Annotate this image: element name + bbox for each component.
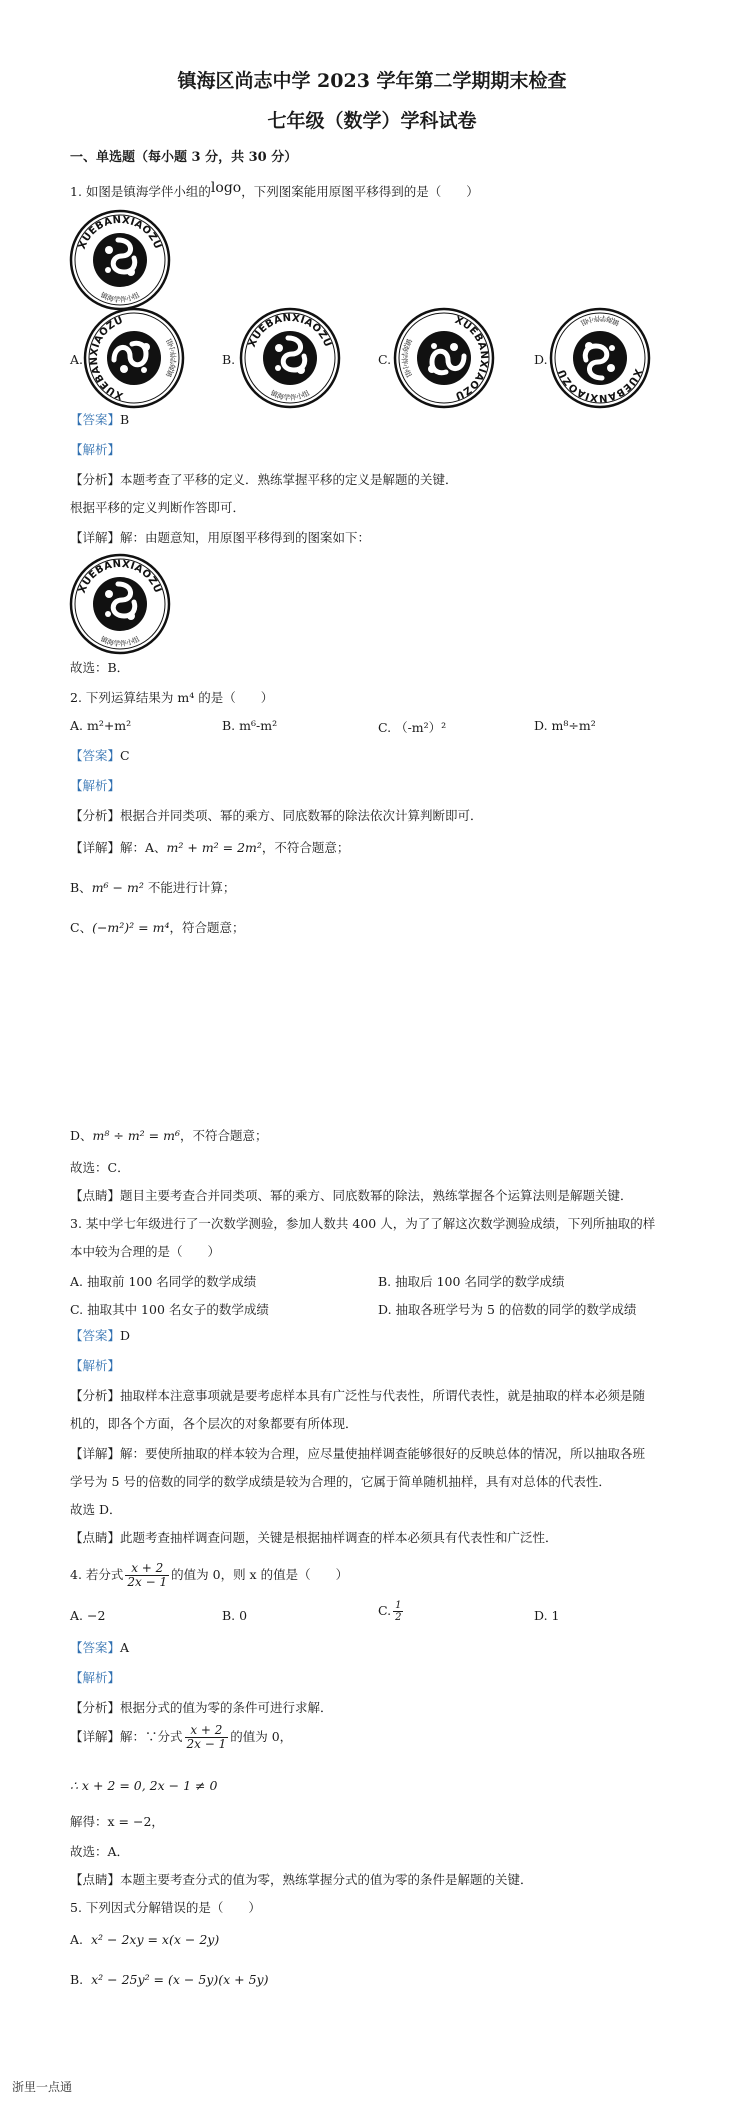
q1-detail-image <box>68 552 172 656</box>
q3-detail-line1: 【详解】解：要使所抽取的样本较为合理，应尽量使抽样调查能够很好的反映总体的情况，所以抽取各班 <box>70 1446 646 1461</box>
q3-option-a: A. 抽取前 100 名同学的数学成绩 <box>70 1274 257 1289</box>
page-footer: 浙里一点通 <box>12 2080 73 2094</box>
q2-stem: 2. 下列运算结果为 m⁴ 的是（ ） <box>70 690 274 705</box>
q1-stem: 1. 如图是镇海学伴小组的logo，下列图案能用原图平移得到的是（ ） <box>70 180 479 199</box>
q3-answer: 【答案】D <box>70 1328 131 1343</box>
q4-condition: ∴ x + 2 = 0, 2x − 1 ≠ 0 <box>70 1778 218 1793</box>
q1-option-b-image <box>238 306 342 410</box>
q3-option-b: B. 抽取后 100 名同学的数学成绩 <box>378 1274 565 1289</box>
q2-option-b: B. m⁶-m² <box>222 718 278 733</box>
section-heading: 一、单选题（每小题 3 分，共 30 分） <box>70 150 298 165</box>
q1-option-b-label: B. <box>222 352 236 367</box>
q2-answer: 【答案】C <box>70 748 130 763</box>
q4-solve: 解得：x = −2， <box>70 1814 164 1829</box>
q4-conclusion: 故选：A． <box>70 1844 130 1859</box>
q4-analysis: 【分析】根据分式的值为零的条件可进行求解． <box>70 1700 333 1715</box>
q4-fraction: $\frac{x + 2}{2x - 1}$ <box>127 1561 168 1589</box>
q1-analysis-line2: 根据平移的定义判断作答即可． <box>70 500 246 515</box>
q3-conclusion: 故选 D． <box>70 1502 122 1517</box>
q4-detail: 【详解】解：∵分式 $\frac{x + 2}{2x - 1}$ 的值为 0， <box>70 1723 293 1751</box>
q4-stem: 4. 若分式 $\frac{x + 2}{2x - 1}$ 的值为 0，则 x 的值是（ ） <box>70 1561 349 1589</box>
q2-option-d: D. m⁸÷m² <box>534 718 596 733</box>
q2-detail-c: C、(−m²)² = m⁴，符合题意； <box>70 920 245 935</box>
q4-remark: 【点睛】本题主要考查分式的值为零，熟练掌握分式的值为零的条件是解题的关键． <box>70 1872 533 1887</box>
q4-option-c: C. $\frac{1}{2}$ <box>378 1600 402 1623</box>
q2-conclusion: 故选：C． <box>70 1160 130 1175</box>
q1-option-c-label: C. <box>378 352 392 367</box>
q3-analysis-label: 【解析】 <box>70 1358 121 1373</box>
q3-analysis-line1: 【分析】抽取样本注意事项就是要考虑样本具有广泛性与代表性，所谓代表性，就是抽取的样本必须是随 <box>70 1388 646 1403</box>
q2-detail-d: D、m⁸ ÷ m² = m⁶，不符合题意； <box>70 1128 268 1143</box>
q4-option-b: B. 0 <box>222 1608 248 1623</box>
q2-detail-a: 【详解】解：A、m² + m² = 2m²，不符合题意； <box>70 840 350 855</box>
q1-analysis: 【分析】本题考查了平移的定义．熟练掌握平移的定义是解题的关键． <box>70 472 458 487</box>
exam-title: 镇海区尚志中学 2023 学年第二学期期末检查 <box>177 70 567 92</box>
q1-option-d-image <box>548 306 652 410</box>
q1-option-d-label: D. <box>534 352 548 367</box>
q3-remark: 【点睛】此题考查抽样调查问题，关键是根据抽样调查的样本必须具有代表性和广泛性． <box>70 1530 558 1545</box>
q1-detail: 【详解】解：由题意知，用原图平移得到的图案如下： <box>70 530 371 545</box>
exam-subtitle: 七年级（数学）学科试卷 <box>267 110 477 132</box>
q3-detail-line2: 学号为 5 号的倍数的同学的数学成绩是较为合理的，它属于简单随机抽样，具有对总体的代表性． <box>70 1474 611 1489</box>
q2-option-c: C. （-m²）² <box>378 720 447 735</box>
q2-analysis: 【分析】根据合并同类项、幂的乘方、同底数幂的除法依次计算判断即可． <box>70 808 483 823</box>
logo-original-image <box>68 208 172 312</box>
q3-option-d: D. 抽取各班学号为 5 的倍数的同学的数学成绩 <box>378 1302 637 1317</box>
q4-option-a: A. −2 <box>70 1608 106 1623</box>
q5-option-b: B. x² − 25y² = (x − 5y)(x + 5y) <box>70 1972 269 1987</box>
q1-analysis-label: 【解析】 <box>70 442 121 457</box>
q4-option-d: D. 1 <box>534 1608 560 1623</box>
q1-answer: 【答案】B <box>70 412 130 427</box>
q3-stem-line2: 本中较为合理的是（ ） <box>70 1244 221 1259</box>
q1-conclusion: 故选：B． <box>70 660 130 675</box>
q4-answer: 【答案】A <box>70 1640 130 1655</box>
q2-detail-b: B、m⁶ − m² 不能进行计算； <box>70 880 236 895</box>
q1-option-c-image <box>392 306 496 410</box>
q3-stem-line1: 3. 某中学七年级进行了一次数学测验，参加人数共 400 人，为了了解这次数学测验成绩，下列所抽取的样 <box>70 1216 656 1231</box>
q3-option-c: C. 抽取其中 100 名女子的数学成绩 <box>70 1302 269 1317</box>
q2-option-a: A. m²+m² <box>70 718 132 733</box>
q5-option-a: A. x² − 2xy = x(x − 2y) <box>70 1932 220 1947</box>
q5-stem: 5. 下列因式分解错误的是（ ） <box>70 1900 261 1915</box>
q1-option-a-image <box>82 306 186 410</box>
q2-remark: 【点睛】题目主要考查合并同类项、幂的乘方、同底数幂的除法，熟练掌握各个运算法则是解题关键． <box>70 1188 633 1203</box>
q4-analysis-label: 【解析】 <box>70 1670 121 1685</box>
q3-analysis-line2: 机的，即各个方面，各个层次的对象都要有所体现． <box>70 1416 358 1431</box>
q2-analysis-label: 【解析】 <box>70 778 121 793</box>
q1-option-a-label: A. <box>70 352 84 367</box>
